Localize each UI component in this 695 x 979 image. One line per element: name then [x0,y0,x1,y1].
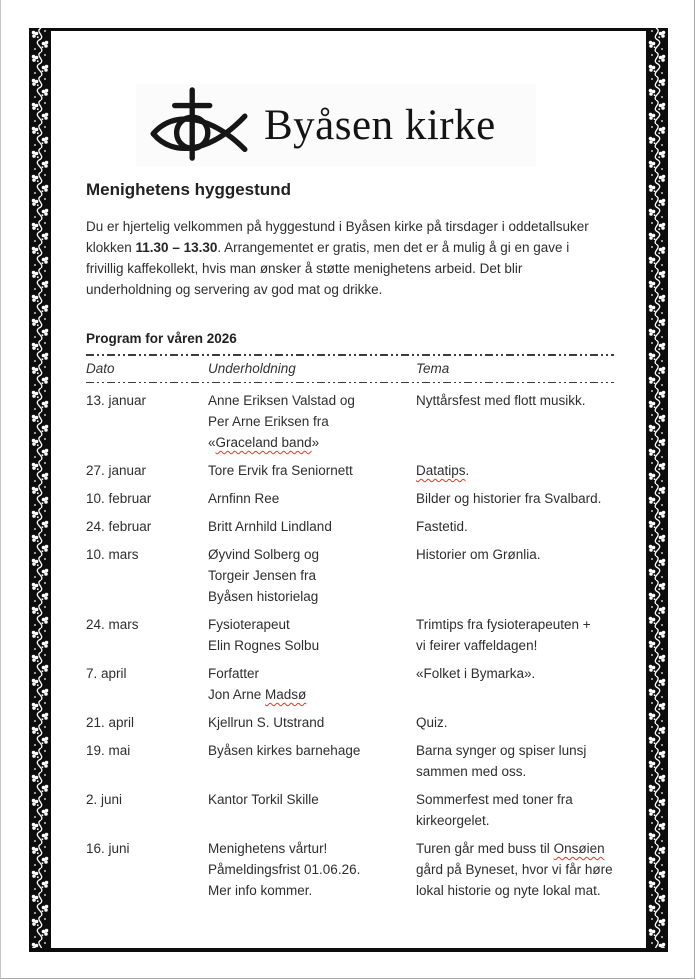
cell-tema: Historier om Grønlia. [416,547,541,563]
program-row [86,460,614,481]
cell-dato: 19. mai [86,743,131,759]
cell-dato: 10. februar [86,491,152,507]
misspelled-word: Onsøien [553,841,605,857]
cell-underholdning: Anne Eriksen Valstad og Per Arne Eriksen fra «Graceland band» [208,393,355,451]
cell-tema: «Folket i Bymarka». [416,666,536,682]
cell-underholdning: Arnfinn Ree [208,491,280,507]
cell-dato: 24. februar [86,519,152,535]
ornamental-vine-border-right [646,28,668,948]
cell-dato: 16. juni [86,841,130,857]
cell-underholdning: Kantor Torkil Skille [208,792,319,808]
program-row [86,544,614,607]
program-row [86,712,614,733]
church-name: Byåsen kirke [264,101,496,149]
table-rule-bottom [86,382,614,384]
cell-dato: 24. mars [86,617,139,633]
cell-dato: 10. mars [86,547,139,563]
program-row [86,789,614,831]
cell-tema: Bilder og historier fra Svalbard. [416,491,602,507]
intro-time-range: 11.30 – 13.30 [135,240,218,255]
page-title: Menighetens hyggestund [86,180,291,199]
program-row [86,390,614,453]
cell-dato: 13. januar [86,393,147,409]
program-row [86,516,614,537]
cell-tema: Sommerfest med toner fra kirkeorgelet. [416,792,573,829]
cell-tema: Datatips. [416,463,470,479]
cell-tema: Turen går med buss til Onsøien gård på Byneset, hvor vi får høre lokal historie og nyte lokal mat. [416,841,613,899]
cell-dato: 7. april [86,666,127,682]
cell-dato: 21. april [86,715,135,731]
frame-bottom-rule [29,948,668,952]
church-logo [136,84,536,166]
column-header-dato: Dato [86,360,115,376]
cell-underholdning: Tore Ervik fra Seniornett [208,463,353,479]
cell-tema: Nyttårsfest med flott musikk. [416,393,586,409]
column-header-underholdning: Underholdning [208,360,296,376]
fish-cross-icon [150,87,250,163]
table-header-row [86,356,614,382]
intro-text-before: Du er hjertelig velkommen på hyggestund i Byåsen kirke på tirsdager i oddetallsuker klokken [86,219,589,255]
misspelled-word: Graceland band [215,435,312,451]
program-row [86,838,614,901]
program-heading: Program for våren 2026 [86,331,237,346]
program-rows [86,390,614,901]
cell-underholdning: Kjellrun S. Utstrand [208,715,325,731]
cell-tema: Barna synger og spiser lunsj sammen med oss. [416,743,587,780]
program-table [86,354,614,901]
cell-underholdning: Byåsen kirkes barnehage [208,743,361,759]
cell-dato: 2. juni [86,792,123,808]
misspelled-word: Datatips [416,463,466,479]
program-row [86,740,614,782]
ornamental-vine-border-left [29,28,51,948]
program-row [86,488,614,509]
cell-tema: Quiz. [416,715,448,731]
column-header-tema: Tema [416,360,450,376]
program-row [86,614,614,656]
cell-underholdning: Øyvind Solberg og Torgeir Jensen fra Byåsen historielag [208,547,320,605]
intro-text-after: . Arrangementet er gratis, men det er å mulig å gi en gave i frivillig kaffekollekt, hvis man ønsker å støtte menighetens arbeid. Det blir underholdning og servering av god mat og drikke. [86,240,570,297]
cell-underholdning: Forfatter Jon Arne Madsø [208,666,307,703]
page-content [51,31,646,948]
intro-paragraph [86,216,610,300]
cell-tema: Trimtips fra fysioterapeuten + vi feirer vaffeldagen! [416,617,591,654]
cell-dato: 27. januar [86,463,147,479]
cell-underholdning: Menighetens vårtur! Påmeldingsfrist 01.06.26. Mer info kommer. [208,841,361,899]
cell-underholdning: Britt Arnhild Lindland [208,519,332,535]
program-row [86,663,614,705]
cell-tema: Fastetid. [416,519,468,535]
cell-underholdning: Fysioterapeut Elin Rognes Solbu [208,617,320,654]
misspelled-word: Madsø [265,687,307,703]
